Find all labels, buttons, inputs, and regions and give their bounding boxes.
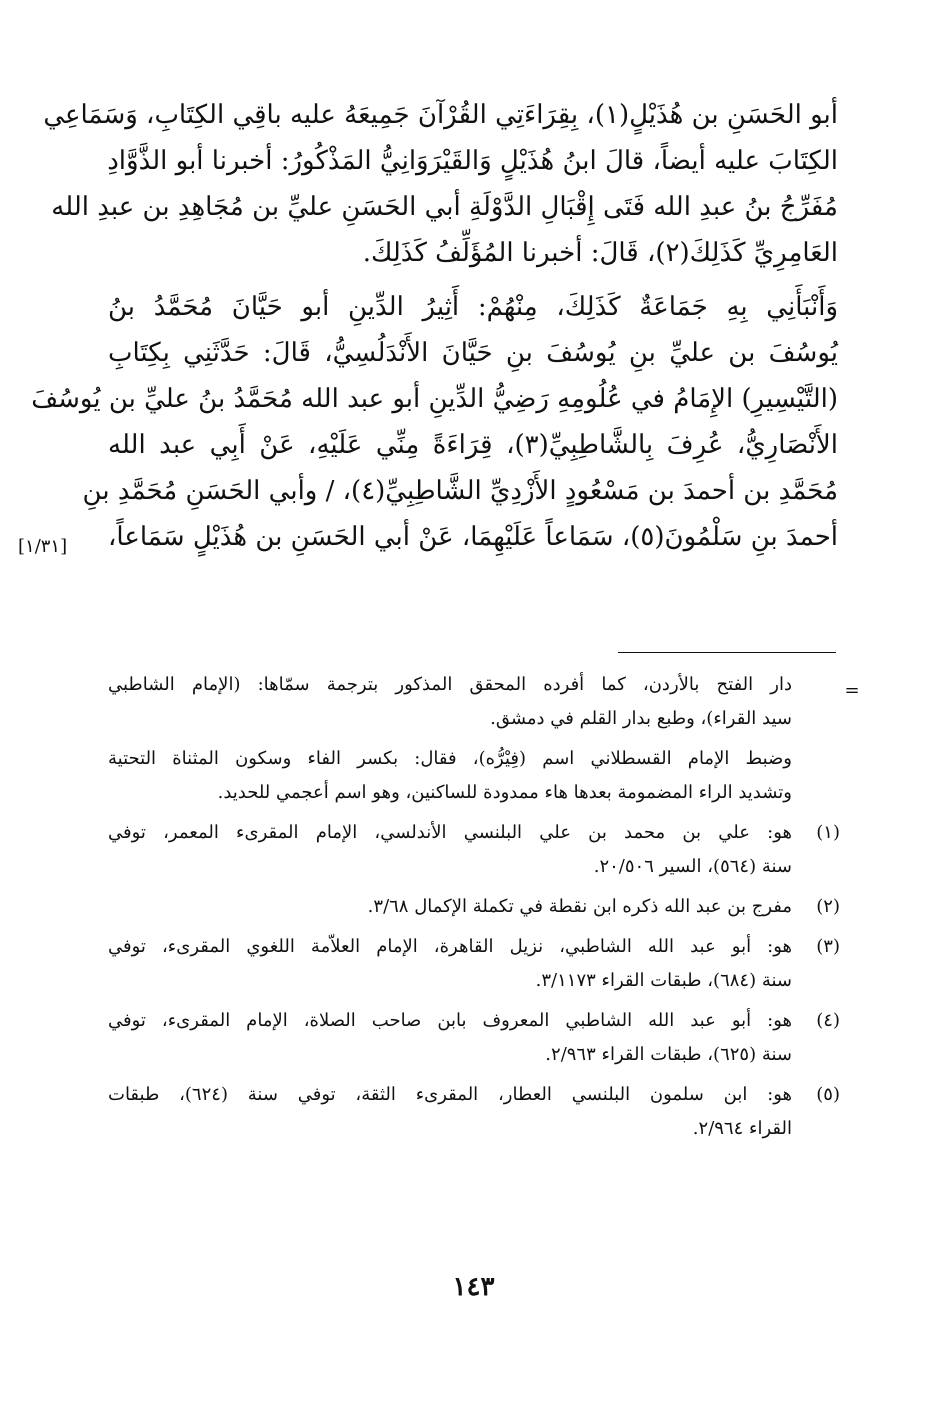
manuscript-folio-ref: [١/٣١]	[18, 536, 68, 557]
footnote-line: هو: أبو عبد الله الشاطبي، نزيل القاهرة، الإمام العلاّمة اللغوي المقرىء، توفي	[108, 936, 792, 957]
footnotes	[108, 668, 838, 1152]
footnote-line: هو: أبو عبد الله الشاطبي المعروف بابن صاحب الصلاة، الإمام المقرىء، توفي	[108, 1010, 792, 1031]
text-line: وَأَنْبَأَنِي بِهِ جَمَاعَةٌ كَذَلِكَ، مِنْهُمْ: أَثِيرُ الدِّينِ أبو حَيَّانَ مُحَمَّدُ بنُ	[108, 292, 838, 322]
footnote-line: هو: ابن سلمون البلنسي العطار، المقرىء الثقة، توفي سنة (٦٢٤)، طبقات	[108, 1084, 792, 1105]
footnote-number: (٣)	[816, 936, 840, 957]
footnote-continuation	[108, 668, 838, 736]
footnote-line: مفرج بن عبد الله ذكره ابن نقطة في تكملة الإكمال ٣/٦٨.	[367, 896, 792, 917]
footnote-2	[108, 890, 838, 924]
paragraph	[43, 92, 838, 276]
footnote-4	[108, 1004, 838, 1072]
footnote-line: سيد القراء)، وطبع بدار القلم في دمشق.	[490, 708, 792, 729]
footnote-line: وتشديد الراء المضمومة بعدها هاء ممدودة للساكنين، وهو اسم أعجمي للحديد.	[217, 782, 792, 803]
text-line: أحمدَ بنِ سَلْمُونَ(٥)، سَمَاعاً عَلَيْهِمَا، عَنْ أبي الحَسَنِ بن هُذَيْلٍ سَمَاعاً،	[108, 522, 838, 552]
footnote-line: سنة (٦٨٤)، طبقات القراء ٣/١١٧٣.	[535, 970, 792, 991]
footnote-line: سنة (٦٢٥)، طبقات القراء ٢/٩٦٣.	[545, 1044, 792, 1065]
footnote-continuation	[108, 742, 838, 810]
footnote-number: (٢)	[816, 896, 840, 917]
text-line: (التَّيْسِيرِ) الإِمَامُ في عُلُومِهِ رَضِيُّ الدِّينِ أبو عبد الله مُحَمَّدُ بنُ عليِّ بن يُوسُفَ	[31, 384, 838, 414]
footnote-line: هو: علي بن محمد بن علي البلنسي الأندلسي، الإمام المقرىء المعمر، توفي	[108, 822, 792, 843]
footnote-3	[108, 930, 838, 998]
text-line: العَامِرِيِّ كَذَلِكَ(٢)، قَالَ: أخبرنا المُؤَلِّفُ كَذَلِكَ.	[362, 238, 838, 268]
text-line: مُفَرِّجُ بنُ عبدِ الله فَتَى إِقْبَالِ الدَّوْلَةِ أبي الحَسَنِ عليِّ بن مُجَاهِدِ بن عبدِ الله	[51, 192, 838, 222]
footnote-line: دار الفتح بالأردن، كما أفرده المحقق المذكور بترجمة سمّاها: (الإمام الشاطبي	[108, 674, 792, 695]
footnote-5	[108, 1078, 838, 1146]
footnote-continuation-mark: =	[844, 680, 860, 701]
text-line: مُحَمَّدِ بن أحمدَ بن مَسْعُودٍ الأَزْدِيِّ الشَّاطِبِيِّ(٤)، / وأبي الحَسَنِ مُحَمَّدِ بنِ	[82, 476, 838, 506]
footnote-number: (١)	[816, 822, 840, 843]
text-line: الكِتَابَ عليه أيضاً، قالَ ابنُ هُذَيْلٍ وَالقَيْرَوَانِيُّ المَذْكُورُ: أخبرنا أبو الذَّوَّادِ	[107, 146, 838, 176]
footnote-number: (٥)	[816, 1084, 840, 1105]
page-number: ١٤٣	[452, 1272, 495, 1302]
text-line: يُوسُفَ بن عليِّ بنِ يُوسُفَ بنِ حَيَّانَ الأَنْدَلُسِيُّ، قَالَ: حَدَّثَنِي بِكِتَابِ	[108, 338, 838, 368]
footnote-line: القراء ٢/٩٦٤.	[692, 1118, 792, 1139]
text-line: الأَنْصَارِيُّ، عُرِفَ بِالشَّاطِبِيِّ(٣)، قِرَاءَةً مِنِّي عَلَيْهِ، عَنْ أَبِي عبد الله	[108, 430, 838, 460]
text-line: أبو الحَسَنِ بن هُذَيْلٍ(١)، بِقِرَاءَتِي القُرْآنَ جَمِيعَهُ عليه باقِي الكِتَابِ، وَسَمَاعِي	[43, 100, 838, 130]
footnote-separator	[618, 652, 836, 653]
footnote-line: سنة (٥٦٤)، السير ٢٠/٥٠٦.	[593, 856, 792, 877]
footnote-number: (٤)	[816, 1010, 840, 1031]
footnote-line: وضبط الإمام القسطلاني اسم (فِيْرُّه)، فقال: بكسر الفاء وسكون المثناة التحتية	[108, 748, 792, 769]
footnote-1	[108, 816, 838, 884]
